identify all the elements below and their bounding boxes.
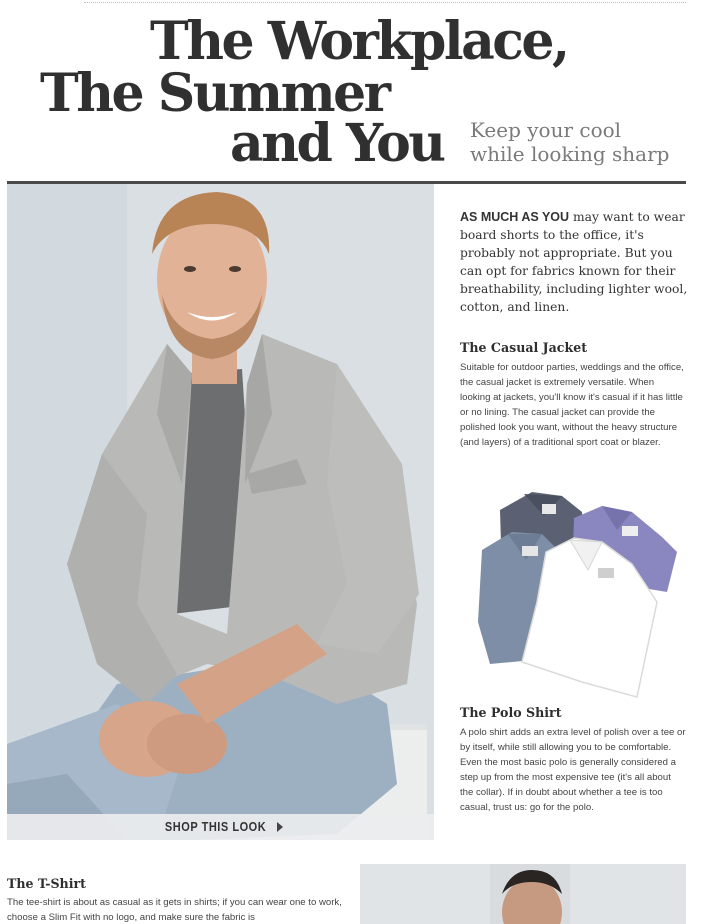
intro-text: may want to wear board shorts to the office, it's probably not appropriate. But you can opt for fabrics known for their breathability, including lighter wool, cotton, and linen. (460, 210, 688, 314)
headline-line-2: The Summer (40, 63, 389, 124)
intro-paragraph (460, 208, 690, 316)
section-body-tee: The tee-shirt is about as casual as it gets in shirts; if you can wear one to work, choose a Slim Fit with no logo, and make sure the fabric is (7, 897, 342, 923)
shop-this-look-button[interactable] (7, 814, 434, 840)
tagline (470, 118, 669, 166)
section-title-polo: The Polo Shirt (460, 705, 562, 720)
tagline-line-2: while looking sharp (470, 142, 670, 166)
section-body-polo: A polo shirt adds an extra level of polish over a tee or by itself, while still allowing you to be comfortable. Even the most basic polo is generally considered a step up from the most expensive tee (it's all about the collar). If in doubt about whether a tee is too casual, trust us: go for the polo. (460, 727, 686, 813)
headline-line-1: The Workplace, (150, 11, 568, 72)
tee-model-illustration (360, 864, 686, 924)
section-title-jacket: The Casual Jacket (460, 340, 588, 355)
top-dotted-rule (84, 2, 686, 3)
intro-lead: AS MUCH AS YOU (460, 210, 570, 224)
tagline-line-1: Keep your cool (470, 118, 622, 142)
section-title-tee: The T-Shirt (7, 876, 86, 891)
section-body-jacket: Suitable for outdoor parties, weddings and the office, the casual jacket is extremely versatile. When looking at jackets, you'll know it's casual if it has little or no lining. The casual jacket can provide the polished look you want, without the heavy structure (and layers) of a traditional sport coat or blazer. (460, 362, 684, 448)
polo-shirts-illustration (462, 482, 684, 704)
shop-this-look-label: SHOP THIS LOOK (164, 820, 267, 834)
polo-shirts-photo[interactable] (462, 482, 684, 704)
headline-line-3: and You (230, 113, 444, 174)
tee-model-photo[interactable] (360, 864, 686, 924)
hero-illustration (7, 184, 434, 840)
play-arrow-icon (277, 822, 283, 832)
hero-photo[interactable] (7, 184, 434, 840)
